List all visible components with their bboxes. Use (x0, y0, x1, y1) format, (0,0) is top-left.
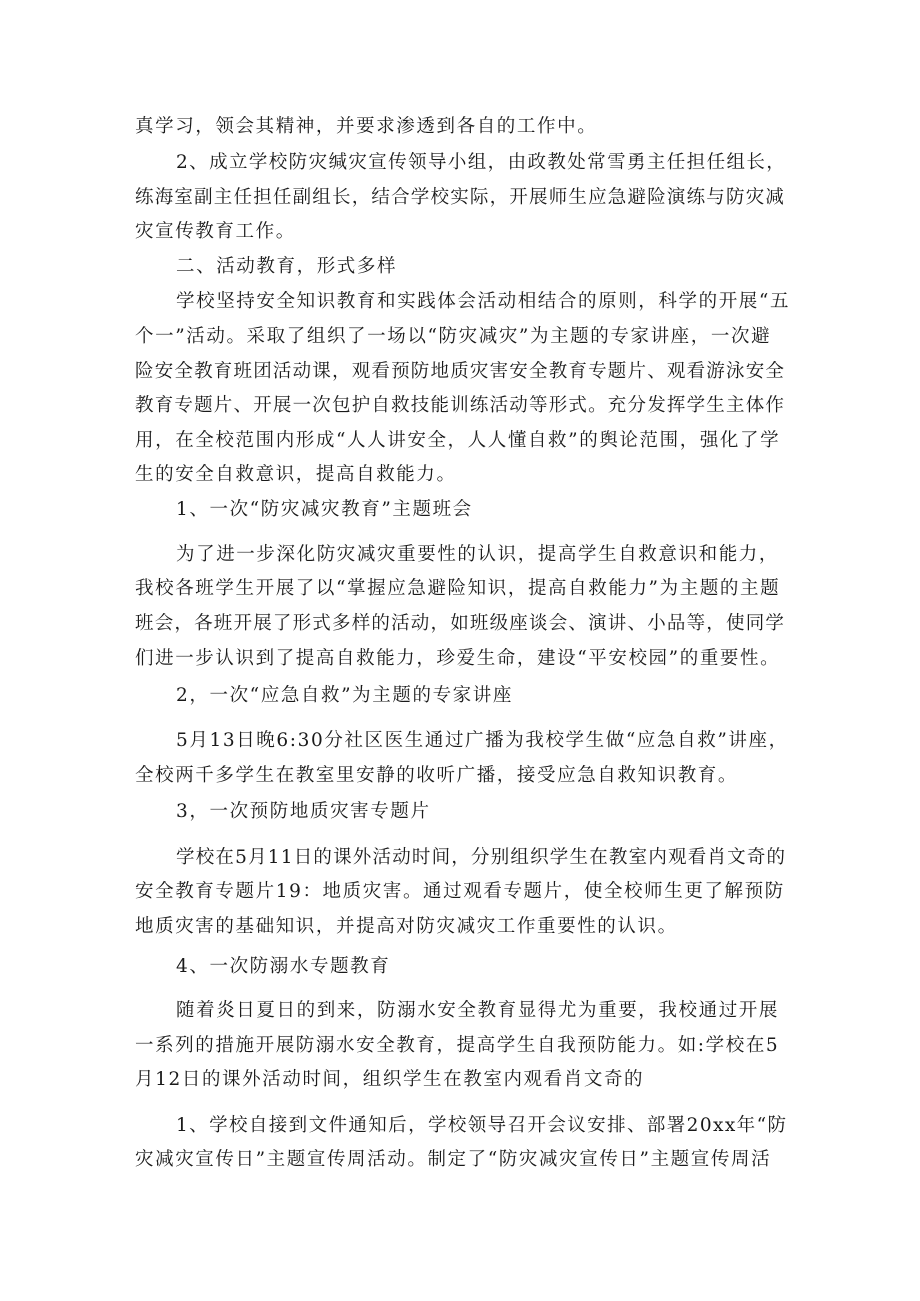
text-line: 练海室副主任担任副组长，结合学校实际，开展师生应急避险演练与防灾减 (135, 187, 786, 208)
text-line: 班会，各班开展了形式多样的活动，如班级座谈会、演讲、小品等，使同学 (135, 613, 786, 634)
text-line: 月12日的课外活动时间，组织学生在教室内观看肖文奇的 (135, 1069, 645, 1090)
subsection-heading: 1、一次“防灾减灾教育”主题班会 (176, 499, 473, 520)
text-line: 2、成立学校防灾缄灾宣传领导小组，由政教处常雪勇主任担任组长， (176, 152, 787, 173)
text-line: 险安全教育班团活动课，观看预防地质灾害安全教育专题片、观看游泳安全 (135, 361, 786, 382)
text-line: 全校两千多学生在教室里安静的收听广播，接受应急自救知识教育。 (135, 765, 739, 786)
text-line: 为了进一步深化防灾减灾重要性的认识，提高学生自救意识和能力， (176, 544, 780, 565)
text-line: 灾减灾宣传日”主题宣传周活动。制定了“防灾减灾宣传日”主题宣传周活 (135, 1149, 772, 1170)
text-line: 安全教育专题片19：地质灾害。通过观看专题片，使全校师生更了解预防 (135, 881, 785, 902)
text-line: 地质灾害的基础知识，并提高对防灾减灾工作重要性的认识。 (135, 916, 678, 937)
text-line: 1、学校自接到文件通知后，学校领导召开会议安排、部署20xx年“防 (176, 1115, 788, 1136)
subsection-heading: 2，一次“应急自救”为主题的专家讲座 (176, 685, 513, 706)
text-line: 我校各班学生开展了以“掌握应急避险知识，提高自救能力”为主题的主题 (135, 578, 781, 599)
subsection-heading: 3，一次预防地质灾害专题片 (176, 801, 431, 822)
text-line: 个一”活动。采取了组织了一场以“防灾减灾”为主题的专家讲座，一次避 (135, 326, 772, 347)
text-line: 们进一步认识到了提高自救能力，珍爱生命，建设“平安校园”的重要性。 (135, 648, 781, 669)
text-line: 用，在全校范围内形成“人人讲安全，人人懂自救”的舆论范围，强化了学 (135, 430, 781, 451)
text-line: 教育专题片、开展一次包护自救技能训练活动等形式。充分发挥学生主体作 (135, 395, 786, 416)
text-line: 随着炎日夏日的到来，防溺水安全教育显得尤为重要，我校通过开展 (176, 1000, 780, 1021)
subsection-heading: 4、一次防溺水专题教育 (176, 956, 391, 977)
text-line: 学校在5月11日的课外活动时间，分别组织学生在教室内观看肖文奇的 (176, 847, 787, 868)
section-heading: 二、活动教育，形式多样 (176, 256, 398, 277)
text-line: 灾宣传教育工作。 (135, 221, 296, 242)
text-line: 生的安全自救意识，提高自救能力。 (135, 464, 457, 485)
text-line: 学校坚持安全知识教育和实践体会活动相结合的原则，科学的开展“五 (176, 291, 791, 312)
text-line: 一系列的措施开展防溺水安全教育，提高学生自我预防能力。如:学校在5 (135, 1035, 780, 1056)
text-line: 真学习，领会其精神，并要求渗透到各自的工作中。 (135, 116, 598, 137)
text-line: 5月13日晚6:30分社区医生通过广播为我校学生做“应急自救”讲座， (176, 730, 789, 751)
